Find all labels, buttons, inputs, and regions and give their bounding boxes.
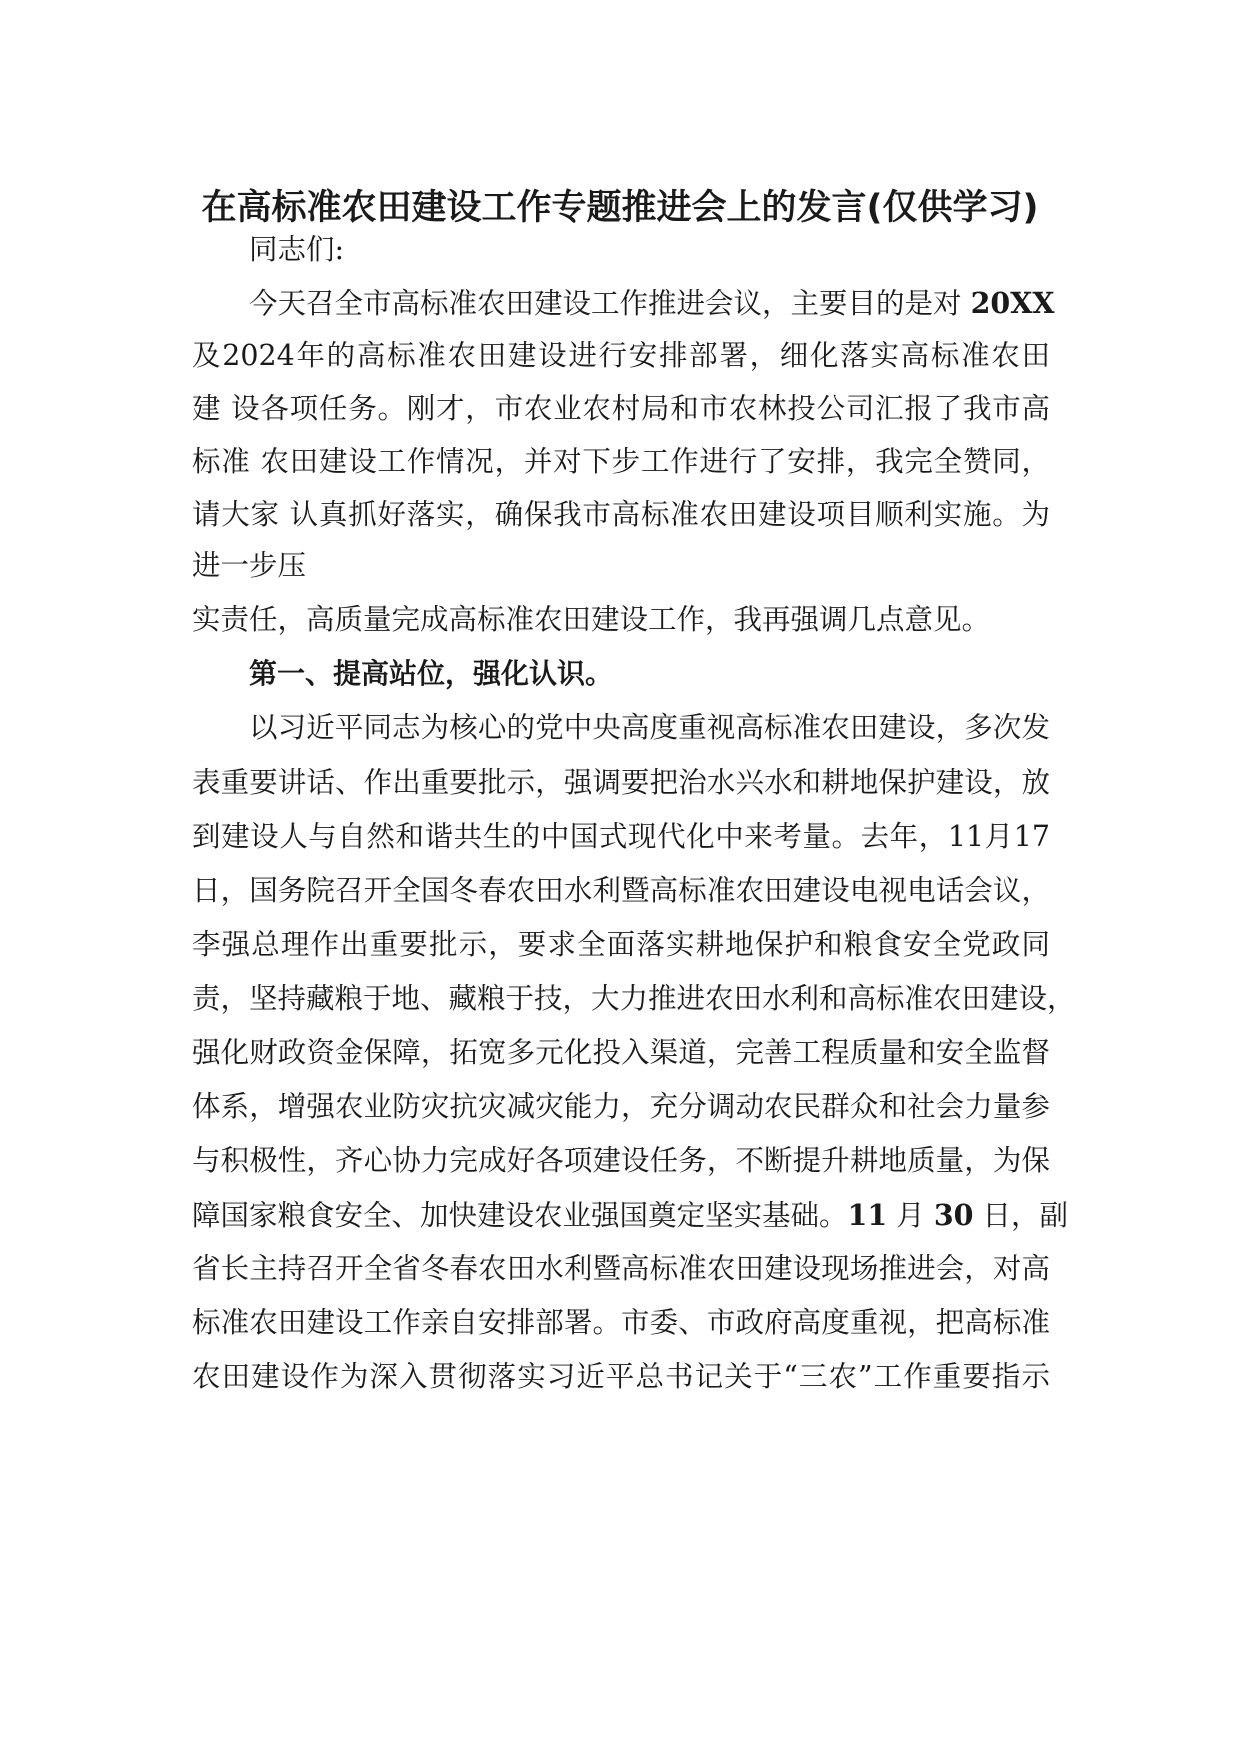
paragraph-line: 标准 农田建设工作情况，并对下步工作进行了安排，我完全赞同， <box>192 445 1050 478</box>
paragraph-line: 进一步压 <box>192 549 307 582</box>
paragraph-line <box>192 1195 1069 1236</box>
paragraph-line: 及2024年的高标准农田建设进行安排部署，细化落实高标准农田 <box>192 339 1050 372</box>
paragraph-line <box>249 283 1055 324</box>
month-text: 11 <box>847 1198 888 1232</box>
paragraph-line: 请大家 认真抓好落实，确保我市高标准农田建设项目顺利实施。为 <box>192 498 1050 531</box>
salutation: 同志们: <box>249 233 345 266</box>
paragraph-line: 实责任，高质量完成高标准农田建设工作，我再强调几点意见。 <box>192 603 991 636</box>
year-text: 20XX <box>970 286 1055 320</box>
paragraph-line: 责，坚持藏粮于地、藏粮于技，大力推进农田水利和高标准农田建设， <box>192 982 1076 1015</box>
paragraph-line: 标准农田建设工作亲自安排部署。市委、市政府高度重视，把高标准 <box>192 1306 1050 1339</box>
paragraph-text: 今天召全市高标准农田建设工作推进会议，主要目的是对 <box>249 287 971 320</box>
paragraph-line: 表重要讲话、作出重要批示，强调要把治水兴水和耕地保护建设，放 <box>192 766 1050 799</box>
paragraph-line: 到建设人与自然和谐共生的中国式现代化中来考量。去年，11月17 <box>192 820 1050 853</box>
paragraph-text: 障国家粮食安全、加快建设农业强国奠定坚实基础。 <box>192 1199 848 1232</box>
paragraph-text: 日，副 <box>973 1199 1069 1232</box>
day-text: 30 <box>933 1198 974 1232</box>
paragraph-text: 月 <box>887 1199 934 1232</box>
document-title: 在高标准农田建设工作专题推进会上的发言(仅供学习) <box>201 188 1039 228</box>
paragraph-line: 体系，增强农业防灾抗灾减灾能力，充分调动农民群众和社会力量参 <box>192 1090 1050 1123</box>
paragraph-line: 省长主持召开全省冬春农田水利暨高标准农田建设现场推进会，对高 <box>192 1252 1050 1285</box>
section-heading: 第一、提高站位，强化认识。 <box>249 657 614 690</box>
paragraph-line: 李强总理作出重要批示，要求全面落实耕地保护和粮食安全党政同 <box>192 928 1050 961</box>
paragraph-line: 与积极性，齐心协力完成好各项建设任务，不断提升耕地质量，为保 <box>192 1144 1050 1177</box>
paragraph-line: 日，国务院召开全国冬春农田水利暨高标准农田建设电视电话会议， <box>192 874 1050 907</box>
paragraph-line: 建 设各项任务。刚才，市农业农村局和市农林投公司汇报了我市高 <box>192 392 1050 425</box>
paragraph-line: 农田建设作为深入贯彻落实习近平总书记关于“三农”工作重要指示 <box>192 1360 1050 1393</box>
paragraph-line: 强化财政资金保障，拓宽多元化投入渠道，完善工程质量和安全监督 <box>192 1036 1050 1069</box>
paragraph-line: 以习近平同志为核心的党中央高度重视高标准农田建设，多次发 <box>249 711 1050 744</box>
